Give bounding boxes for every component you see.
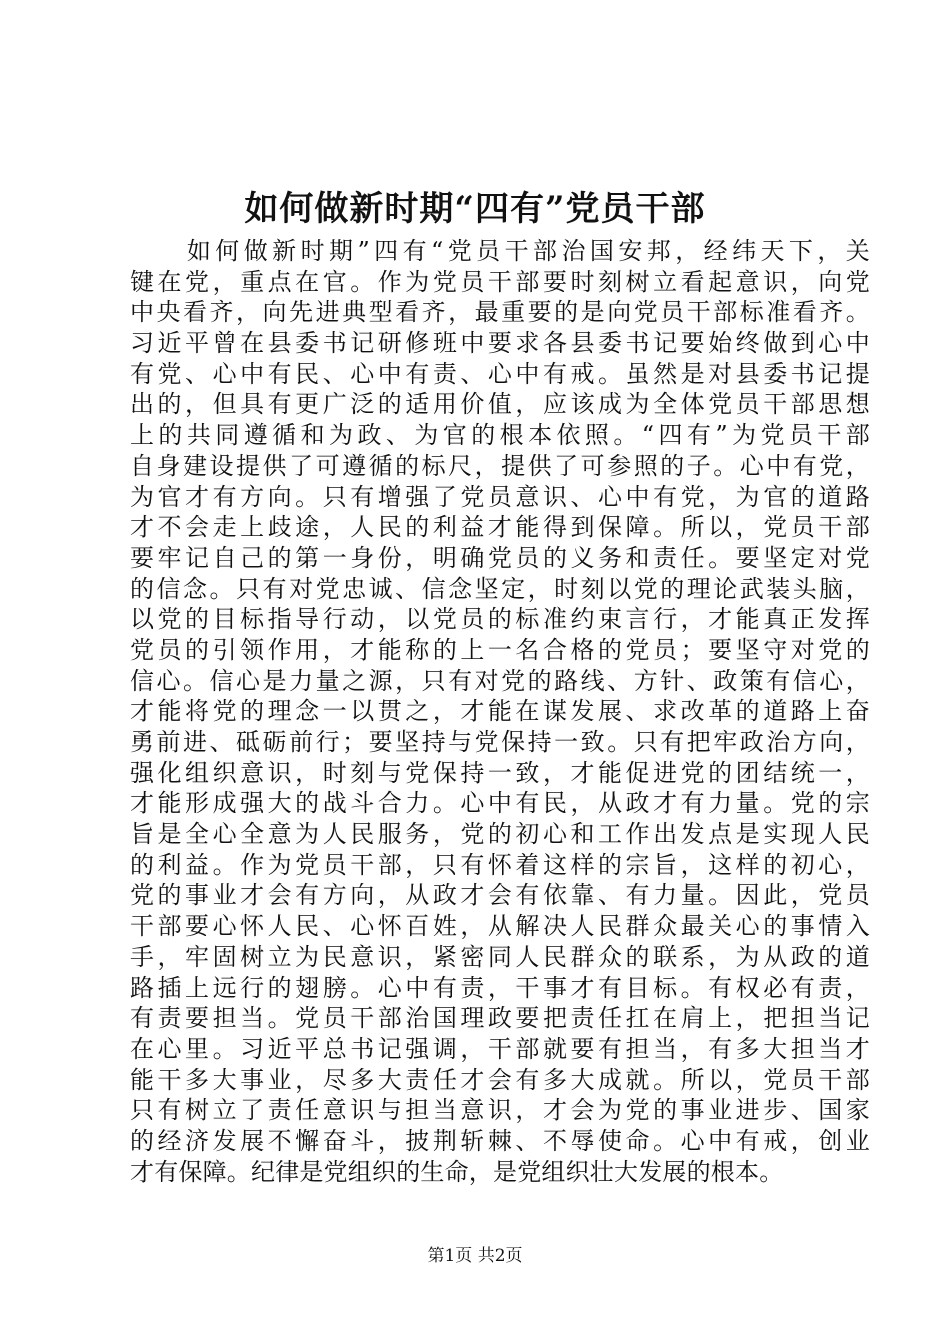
body-line: 路插上远行的翅膀。心中有责，干事才有目标。有权必有责， bbox=[130, 973, 870, 1002]
body-line: 党员的引领作用，才能称的上一名合格的党员；要坚守对党的 bbox=[130, 635, 870, 664]
body-line: 有党、心中有民、心中有责、心中有戒。虽然是对县委书记提 bbox=[130, 359, 870, 388]
body-line: 的信念。只有对党忠诚、信念坚定，时刻以党的理论武装头脑， bbox=[130, 574, 870, 603]
body-line: 勇前进、砥砺前行；要坚持与党保持一致。只有把牢政治方向， bbox=[130, 728, 870, 756]
body-line: 才能形成强大的战斗合力。心中有民，从政才有力量。党的宗 bbox=[130, 789, 870, 818]
body-line: 的利益。作为党员干部，只有怀着这样的宗旨，这样的初心， bbox=[130, 850, 870, 879]
body-line: 强化组织意识，时刻与党保持一致，才能促进党的团结统一， bbox=[130, 758, 870, 787]
body-line: 干部要心怀人民、心怀百姓，从解决人民群众最关心的事情入 bbox=[130, 912, 870, 941]
body-line: 才有保障。纪律是党组织的生命，是党组织壮大发展的根本。 bbox=[130, 1157, 784, 1186]
body-line: 党的事业才会有方向，从政才会有依靠、有力量。因此，党员 bbox=[130, 881, 870, 910]
body-line: 上的共同遵循和为政、为官的根本依照。“四有”为党员干部 bbox=[130, 421, 870, 450]
body-line: 有责要担当。党员干部治国理政要把责任扛在肩上，把担当记 bbox=[130, 1004, 870, 1033]
document-title: 如何做新时期“四有”党员干部 bbox=[244, 189, 706, 229]
body-line: 能干多大事业，尽多大责任才会有多大成就。所以，党员干部 bbox=[130, 1065, 870, 1094]
body-line: 为官才有方向。只有增强了党员意识、心中有党，为官的道路 bbox=[130, 482, 870, 511]
page-footer: 第1页 共2页 bbox=[427, 1246, 523, 1266]
body-line: 只有树立了责任意识与担当意识，才会为党的事业进步、国家 bbox=[130, 1096, 870, 1125]
body-line: 自身建设提供了可遵循的标尺，提供了可参照的子。心中有党， bbox=[130, 451, 870, 480]
body-line: 键在党，重点在官。作为党员干部要时刻树立看起意识，向党 bbox=[130, 267, 870, 296]
body-line: 的经济发展不懈奋斗，披荆斩棘、不辱使命。心中有戒，创业 bbox=[130, 1126, 870, 1155]
body-line: 才不会走上歧途，人民的利益才能得到保障。所以，党员干部 bbox=[130, 513, 870, 542]
body-line: 旨是全心全意为人民服务，党的初心和工作出发点是实现人民 bbox=[130, 820, 870, 849]
body-line: 才能将党的理念一以贯之，才能在谋发展、求改革的道路上奋 bbox=[130, 697, 870, 726]
document-body bbox=[130, 236, 870, 1187]
body-line: 如何做新时期”四有“党员干部治国安邦，经纬天下，关 bbox=[130, 237, 870, 265]
body-line: 出的，但具有更广泛的适用价值，应该成为全体党员干部思想 bbox=[130, 390, 870, 419]
body-line: 手，牢固树立为民意识，紧密同人民群众的联系，为从政的道 bbox=[130, 942, 870, 971]
body-line: 在心里。习近平总书记强调，干部就要有担当，有多大担当才 bbox=[130, 1034, 870, 1063]
body-line: 习近平曾在县委书记研修班中要求各县委书记要始终做到心中 bbox=[130, 329, 870, 358]
body-line: 以党的目标指导行动，以党员的标准约束言行，才能真正发挥 bbox=[130, 605, 870, 634]
body-line: 中央看齐，向先进典型看齐，最重要的是向党员干部标准看齐。 bbox=[130, 298, 870, 327]
body-line: 信心。信心是力量之源，只有对党的路线、方针、政策有信心， bbox=[130, 666, 870, 695]
body-line: 要牢记自己的第一身份，明确党员的义务和责任。要坚定对党 bbox=[130, 543, 870, 572]
